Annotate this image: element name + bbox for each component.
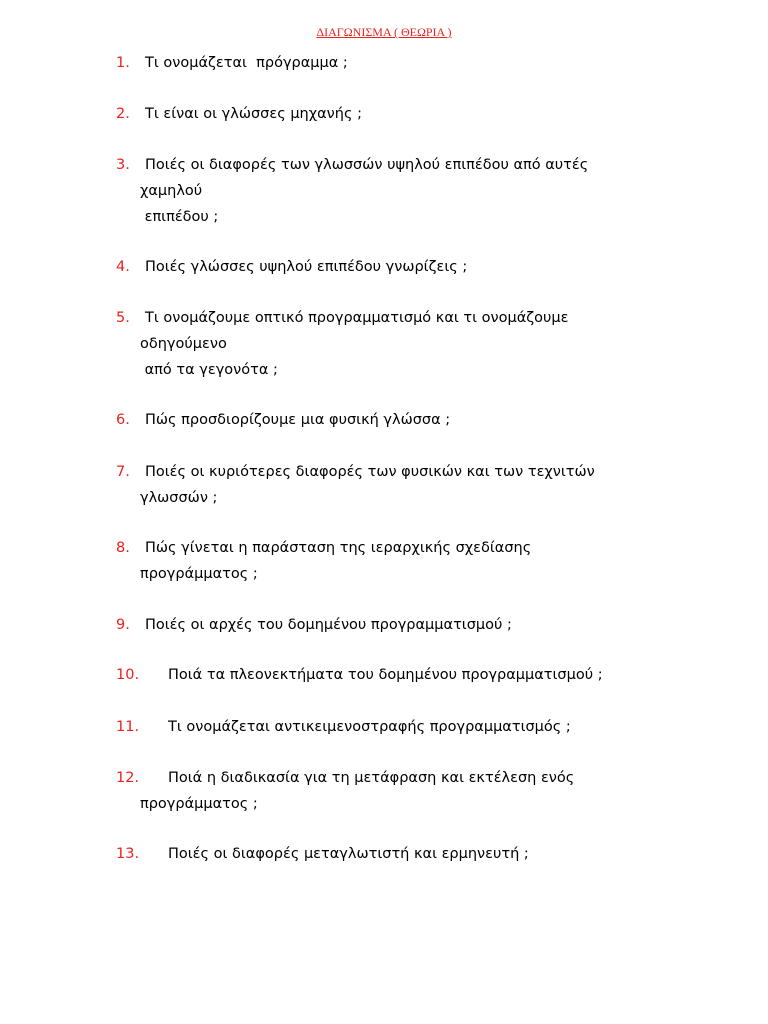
question-text-line: Ποιές οι διαφορές μεταγλωτιστή και ερμηνευτή ; — [168, 846, 529, 862]
question-number: 7. — [116, 464, 130, 480]
question-number: 13. — [116, 846, 140, 862]
question-item — [0, 254, 768, 280]
question-text-line: Ποιές οι κυριότερες διαφορές των φυσικών και των τεχνιτών — [145, 464, 595, 480]
question-text-line: επιπέδου ; — [140, 209, 219, 225]
question-text-line: Ποιές οι διαφορές των γλωσσών υψηλού επιπέδου από αυτές — [145, 157, 589, 173]
question-item — [0, 152, 768, 230]
question-text-line: Πώς προσδιορίζουμε μια φυσική γλώσσα ; — [145, 412, 451, 428]
question-number: 9. — [116, 617, 130, 633]
question-item — [0, 101, 768, 127]
question-number: 4. — [116, 259, 130, 275]
question-item — [0, 612, 768, 638]
question-number: 5. — [116, 310, 130, 326]
question-item — [0, 50, 768, 76]
question-text-line: Τι ονομάζουμε οπτικό προγραμματισμό και τι ονομάζουμε — [145, 310, 569, 326]
question-text-line: Πώς γίνεται η παράσταση της ιεραρχικής σχεδίασης — [145, 540, 532, 556]
question-text-line: Τι είναι οι γλώσσες μηχανής ; — [145, 106, 362, 122]
question-text-line: προγράμματος ; — [140, 566, 258, 582]
document-title: ΔΙΑΓΩΝΙΣΜΑ ( ΘΕΩΡΙΑ ) — [316, 25, 452, 39]
question-text-line: οδηγούμενο — [140, 336, 227, 352]
question-number: 6. — [116, 412, 130, 428]
question-number: 11. — [116, 719, 140, 735]
question-number: 12. — [116, 770, 140, 786]
question-text-line: γλωσσών ; — [140, 490, 218, 506]
question-item — [0, 765, 768, 817]
question-item — [0, 407, 768, 433]
question-item — [0, 459, 768, 511]
question-number: 10. — [116, 667, 140, 683]
question-text-line: Τι ονομάζεται πρόγραμμα ; — [145, 55, 348, 71]
question-text-line: χαμηλού — [140, 183, 203, 199]
question-text-line: προγράμματος ; — [140, 796, 258, 812]
question-text-line: Ποιά τα πλεονεκτήματα του δομημένου προγραμματισμού ; — [168, 667, 603, 683]
question-item — [0, 841, 768, 867]
question-item — [0, 305, 768, 383]
question-item — [0, 714, 768, 740]
question-number: 8. — [116, 540, 130, 556]
question-text-line: Ποιές οι αρχές του δομημένου προγραμματισμού ; — [145, 617, 512, 633]
question-item — [0, 662, 768, 688]
question-number: 3. — [116, 157, 130, 173]
question-number: 1. — [116, 55, 130, 71]
question-text-line: Τι ονομάζεται αντικειμενοστραφής προγραμματισμός ; — [168, 719, 571, 735]
question-text-line: Ποιά η διαδικασία για τη μετάφραση και εκτέλεση ενός — [168, 770, 575, 786]
question-item — [0, 535, 768, 587]
question-text-line: Ποιές γλώσσες υψηλού επιπέδου γνωρίζεις ; — [145, 259, 468, 275]
question-number: 2. — [116, 106, 130, 122]
question-text-line: από τα γεγονότα ; — [140, 362, 278, 378]
